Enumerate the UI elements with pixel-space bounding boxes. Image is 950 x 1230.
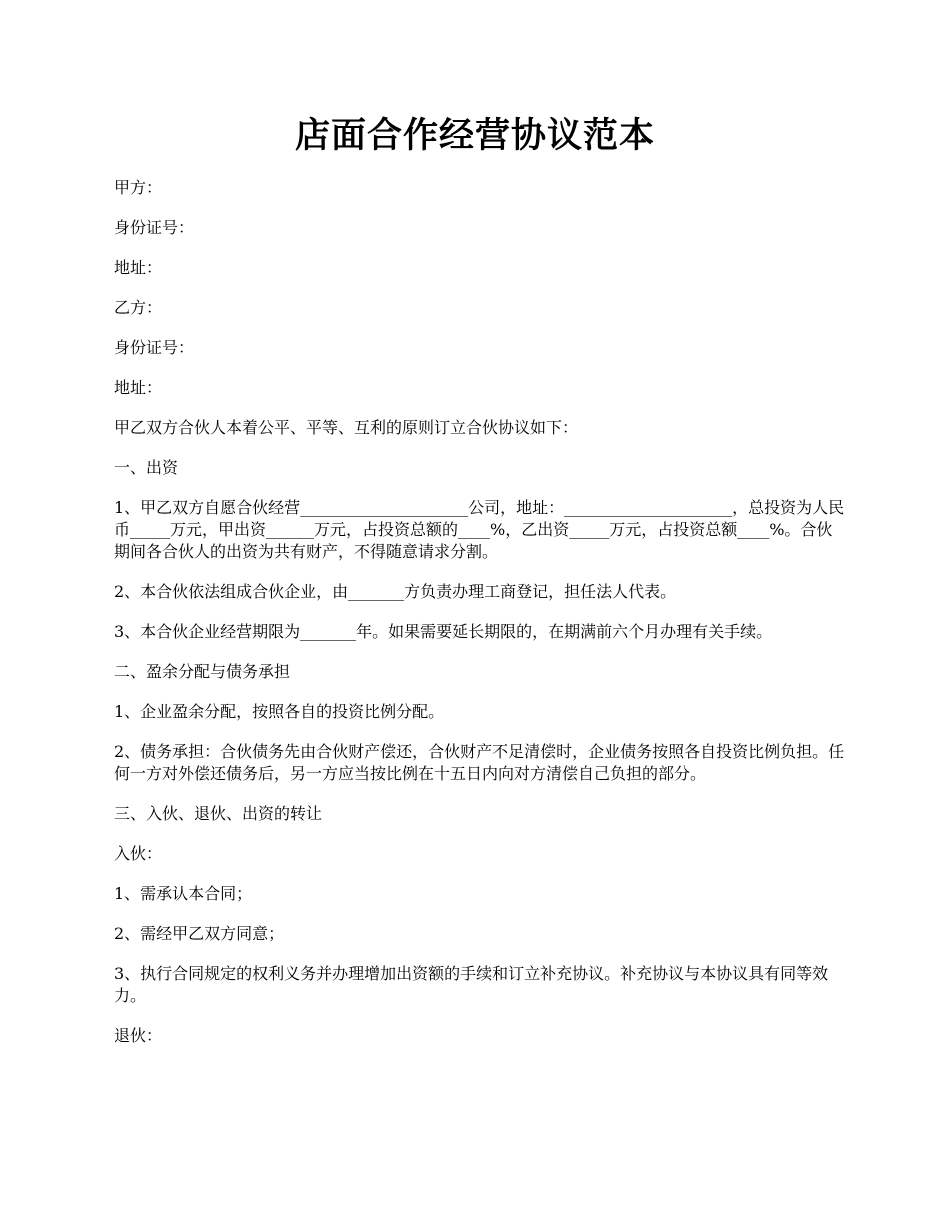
party-b-label: 乙方： (114, 298, 163, 317)
party-a-label: 甲方： (114, 178, 163, 197)
join-clause-2: 2、需经甲乙双方同意； (114, 924, 285, 943)
section-heading-profit-debt: 二、盈余分配与债务承担 (114, 662, 291, 681)
capital-clause-3: 3、本合伙企业经营期限为_______年。如果需要延长期限的，在期满前六个月办理有关手续。 (114, 622, 773, 641)
capital-clause-1: 1、甲乙双方自愿合伙经营_____________________公司，地址：_____________________，总投资为人民币_____万元，甲出资______万元，占投资总额的____%，乙出资_____万元，占投资总额____%。合伙期间各合伙人的出资为共有财产，不得随意请求分割。 (114, 498, 845, 561)
join-clause-3: 3、执行合同规定的权利义务并办理增加出资额的手续和订立补充协议。补充协议与本协议具有同等效力。 (114, 964, 829, 1005)
join-heading: 入伙： (114, 844, 163, 863)
section-heading-join-exit: 三、入伙、退伙、出资的转让 (114, 804, 323, 823)
party-a-id-label: 身份证号： (114, 218, 195, 237)
debt-clause-2: 2、债务承担：合伙债务先由合伙财产偿还，合伙财产不足清偿时，企业债务按照各自投资比例负担。任何一方对外偿还债务后，另一方应当按比例在十五日内向对方清偿自己负担的部分。 (114, 742, 845, 783)
party-b-address-label: 地址： (114, 378, 163, 397)
join-clause-1: 1、需承认本合同； (114, 884, 253, 903)
exit-heading: 退伙： (114, 1026, 163, 1045)
capital-clause-2: 2、本合伙依法组成合伙企业，由_______方负责办理工商登记，担任法人代表。 (114, 582, 677, 601)
profit-clause-1: 1、企业盈余分配，按照各自的投资比例分配。 (114, 702, 445, 721)
section-heading-capital: 一、出资 (114, 458, 179, 477)
party-b-id-label: 身份证号： (114, 338, 195, 357)
document-body (114, 177, 846, 1065)
document-title: 店面合作经营协议范本 (294, 115, 655, 156)
party-a-address-label: 地址： (114, 258, 163, 277)
preamble-paragraph: 甲乙双方合伙人本着公平、平等、互利的原则订立合伙协议如下： (114, 418, 579, 437)
